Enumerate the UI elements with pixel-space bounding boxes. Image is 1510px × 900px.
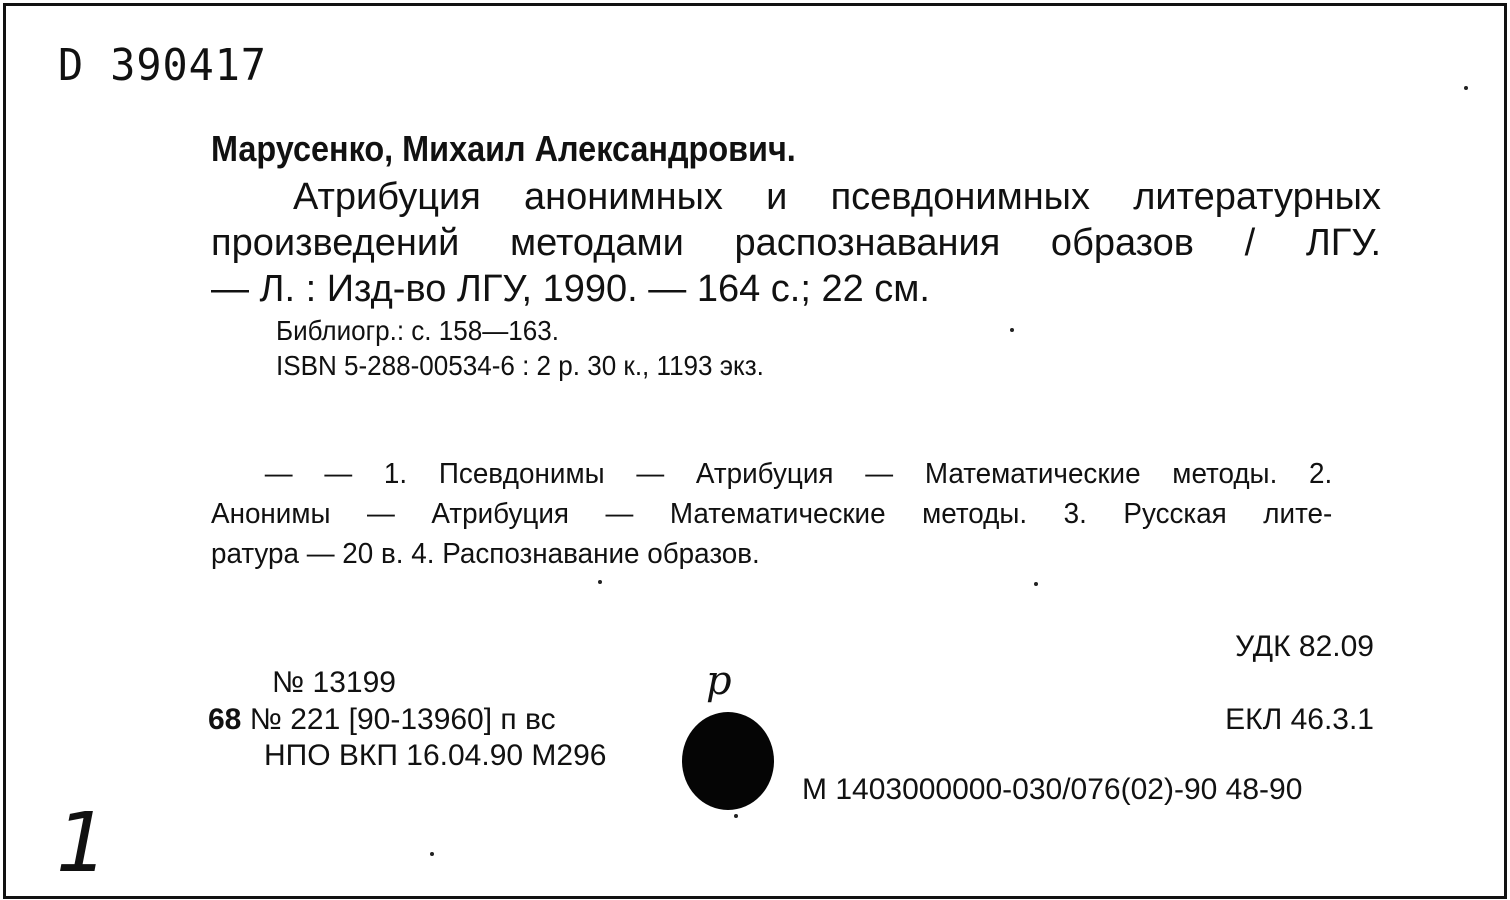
udc-code: УДК 82.09 bbox=[1235, 630, 1374, 663]
title-line-2: произведений методами распознавания образов / ЛГУ. bbox=[211, 222, 1381, 264]
speck bbox=[430, 852, 434, 856]
subject-line-2: Анонимы — Атрибуция — Математические методы. 3. Русская лите- bbox=[211, 498, 1333, 530]
order-prefix: 68 bbox=[208, 703, 242, 736]
title-line-1: Атрибуция анонимных и псевдонимных литературных bbox=[293, 176, 1381, 218]
handwritten-p-mark: р bbox=[706, 658, 732, 704]
isbn-note: ISBN 5-288-00534-6 : 2 р. 30 к., 1193 экз. bbox=[276, 350, 764, 381]
ekl-code: ЕКЛ 46.3.1 bbox=[1225, 703, 1374, 736]
speck bbox=[598, 580, 602, 584]
npo-line: НПО ВКП 16.04.90 М296 bbox=[264, 739, 607, 772]
punch-hole bbox=[682, 712, 774, 810]
m-code: М 1403000000-030/076(02)-90 48-90 bbox=[802, 773, 1303, 806]
bibliography-note: Библиогр.: с. 158—163. bbox=[276, 315, 559, 346]
speck bbox=[1010, 328, 1014, 332]
call-number: D 390417 bbox=[58, 40, 267, 91]
title-line-3: — Л. : Изд-во ЛГУ, 1990. — 164 с.; 22 см. bbox=[211, 268, 930, 310]
subject-line-3: ратура — 20 в. 4. Распознавание образов. bbox=[211, 538, 760, 570]
speck bbox=[734, 814, 738, 818]
catalog-card bbox=[3, 3, 1507, 899]
speck bbox=[1034, 582, 1038, 586]
title-statement bbox=[211, 174, 1381, 312]
speck bbox=[1464, 86, 1468, 90]
author-heading: Марусенко, Михаил Александрович. bbox=[211, 128, 796, 169]
handwritten-number: 1 bbox=[56, 796, 109, 891]
accession-number: № 13199 bbox=[272, 666, 396, 699]
subject-headings bbox=[211, 454, 1332, 574]
notes-block bbox=[276, 313, 764, 383]
order-text: № 221 [90-13960] п вс bbox=[249, 703, 556, 736]
subject-line-1: — — 1. Псевдонимы — Атрибуция — Математические методы. 2. bbox=[264, 458, 1333, 490]
order-line bbox=[208, 703, 556, 737]
